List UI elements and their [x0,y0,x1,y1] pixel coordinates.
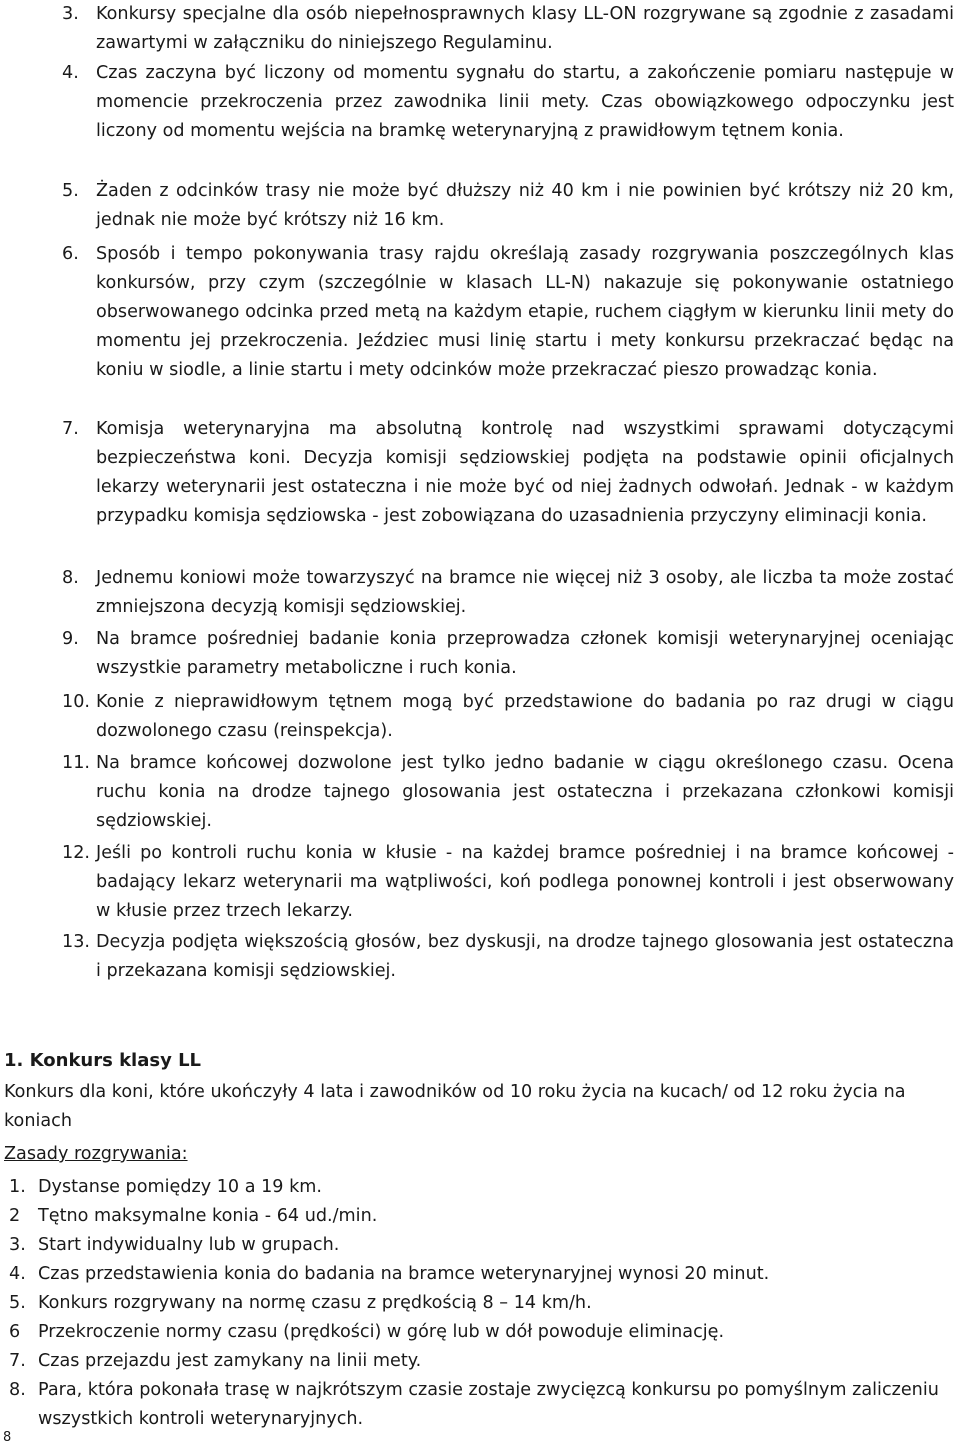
rule-number: 2 [9,1206,21,1226]
section-title: 1. Konkurs klasy LL [4,1050,202,1071]
item-number: 11. [62,753,90,773]
rule-text: Dystanse pomiędzy 10 a 19 km. [38,1177,322,1197]
item-text: Żaden z odcinków trasy nie może być dłuższy niż 40 km i nie powinien być krótszy niż 20 km, jednak nie może być krótszy niż 16 km. [96,181,954,230]
rule-number: 6 [9,1322,21,1342]
item-text: Jednemu koniowi może towarzyszyć na bramce nie więcej niż 3 osoby, ale liczba ta może zostać zmniejszona decyzją komisji sędziowskiej. [96,568,954,617]
rule-number: 4. [9,1264,26,1284]
item-number: 7. [62,419,79,439]
item-number: 10. [62,692,90,712]
item-number: 9. [62,629,79,649]
rule-text: Tętno maksymalne konia - 64 ud./min. [38,1206,378,1226]
page-number: 8 [3,1430,12,1445]
item-number: 4. [62,63,79,83]
rules-heading: Zasady rozgrywania: [4,1144,188,1164]
item-number: 13. [62,932,90,952]
item-text: Na bramce pośredniej badanie konia przeprowadza członek komisji weterynaryjnej oceniając wszystkie parametry metaboliczne i ruch konia. [96,629,954,678]
rule-number: 1. [9,1177,26,1197]
item-number: 5. [62,181,79,201]
section-intro: Konkurs dla koni, które ukończyły 4 lata i zawodników od 10 roku życia na kucach/ od 12 roku życia na koniach [4,1082,906,1131]
rule-number: 5. [9,1293,26,1313]
item-text: Czas zaczyna być liczony od momentu sygnału do startu, a zakończenie pomiaru następuje w momencie przekroczenia przez zawodnika linii mety. Czas obowiązkowego odpoczynku jest liczony od momentu wejścia na bramkę weterynaryjną z prawidłowym tętnem konia. [96,63,954,141]
rule-text: Czas przedstawienia konia do badania na bramce weterynaryjnej wynosi 20 minut. [38,1264,770,1284]
rule-text: Konkurs rozgrywany na normę czasu z prędkością 8 – 14 km/h. [38,1293,592,1313]
rule-number: 3. [9,1235,26,1255]
rule-text: Czas przejazdu jest zamykany na linii mety. [38,1351,422,1371]
item-text: Sposób i tempo pokonywania trasy rajdu określają zasady rozgrywania poszczególnych klas konkursów, przy czym (szczególnie w klasach LL-N) nakazuje się pokonywanie ostatniego obserwowanego odcinka przed metą na każdym etapie, ruchem ciągłym w kierunku linii mety do momentu jej przekroczenia. Jeździec musi linię startu i mety konkursu przekraczać będąc na koniu w siodle, a linie startu i mety odcinków może przekraczać pieszo prowadząc konia. [96,244,954,380]
rule-text: Para, która pokonała trasę w najkrótszym czasie zostaje zwycięzcą konkursu po pomyślnym zaliczeniu wszystkich kontroli weterynaryjnych. [38,1380,939,1429]
item-number: 12. [62,843,90,863]
item-text: Jeśli po kontroli ruchu konia w kłusie - na każdej bramce pośredniej i na bramce końcowej - badający lekarz weterynarii ma wątpliwości, koń podlega ponownej kontroli i jest obserwowany w kłusie przez trzech lekarzy. [96,843,954,921]
rule-text: Przekroczenie normy czasu (prędkości) w górę lub w dół powoduje eliminację. [38,1322,725,1342]
item-text: Decyzja podjęta większością głosów, bez dyskusji, na drodze tajnego glosowania jest ostateczna i przekazana komisji sędziowskiej. [96,932,954,981]
rule-number: 8. [9,1380,26,1400]
item-number: 8. [62,568,79,588]
rule-number: 7. [9,1351,26,1371]
item-number: 3. [62,4,79,24]
item-text: Na bramce końcowej dozwolone jest tylko jedno badanie w ciągu określonego czasu. Ocena ruchu konia na drodze tajnego glosowania jest ostateczna i przekazana członkowi komisji sędziowskiej. [96,753,954,831]
item-text: Konkursy specjalne dla osób niepełnosprawnych klasy LL-ON rozgrywane są zgodnie z zasadami zawartymi w załączniku do niniejszego Regulaminu. [96,4,954,53]
item-text: Konie z nieprawidłowym tętnem mogą być przedstawione do badania po raz drugi w ciągu dozwolonego czasu (reinspekcja). [96,692,954,741]
rule-text: Start indywidualny lub w grupach. [38,1235,340,1255]
item-text: Komisja weterynaryjna ma absolutną kontrolę nad wszystkimi sprawami dotyczącymi bezpieczeństwa koni. Decyzja komisji sędziowskiej podjęta na podstawie opinii oficjalnych lekarzy weterynarii jest ostateczna i nie może być od niej żadnych odwołań. Jednak - w każdym przypadku komisja sędziowska - jest zobowiązana do uzasadnienia przyczyny eliminacji konia. [96,419,954,526]
item-number: 6. [62,244,79,264]
